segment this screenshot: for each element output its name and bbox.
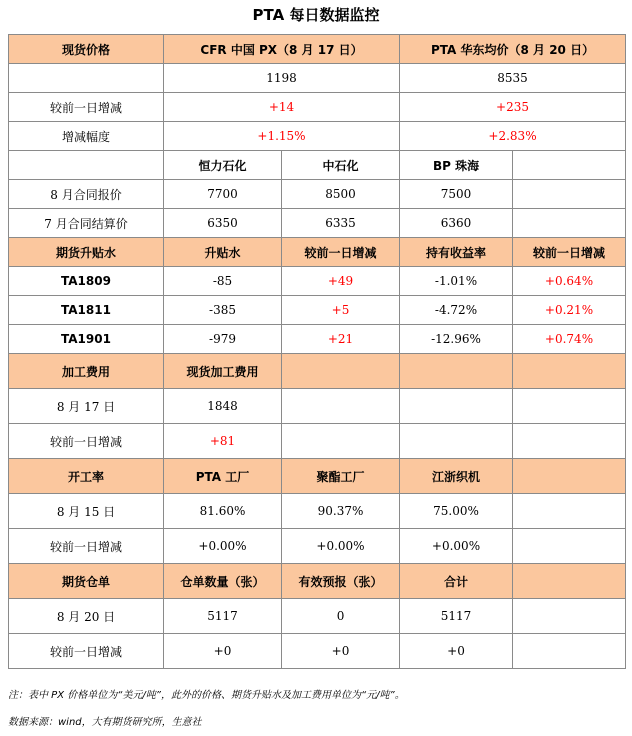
futures-contract: TA1901 [9, 325, 164, 354]
operating-cell: 较前一日增减 [9, 529, 164, 564]
operating-header-row [9, 459, 626, 494]
warehouse-header-cell: 有效预报（张） [282, 564, 400, 599]
futures-contract: TA1811 [9, 296, 164, 325]
futures-header-cell: 期货升贴水 [9, 238, 164, 267]
processing-header-cell: 现货加工费用 [164, 354, 282, 389]
quotes-cell: 8 月合同报价 [9, 180, 164, 209]
processing-row [9, 424, 626, 459]
operating-row [9, 529, 626, 564]
futures-row [9, 296, 626, 325]
operating-cell [513, 529, 626, 564]
warehouse-cell: 8 月 20 日 [9, 599, 164, 634]
spot-price-row [9, 64, 626, 93]
processing-header-row [9, 354, 626, 389]
quotes-cell: 7500 [400, 180, 513, 209]
futures-cell: +49 [282, 267, 400, 296]
processing-cell: 较前一日增减 [9, 424, 164, 459]
processing-cell [282, 389, 400, 424]
operating-cell: 8 月 15 日 [9, 494, 164, 529]
futures-cell: -385 [164, 296, 282, 325]
futures-cell: -85 [164, 267, 282, 296]
spot-change-px: +14 [164, 93, 400, 122]
spot-header-px: CFR 中国 PX（8 月 17 日） [164, 35, 400, 64]
operating-cell: +0.00% [282, 529, 400, 564]
quotes-cell: 7 月合同结算价 [9, 209, 164, 238]
warehouse-cell: +0 [400, 634, 513, 669]
processing-header-cell [282, 354, 400, 389]
quotes-header-cell [513, 151, 626, 180]
futures-cell: +0.21% [513, 296, 626, 325]
processing-cell [400, 389, 513, 424]
futures-cell: +0.64% [513, 267, 626, 296]
quotes-row [9, 209, 626, 238]
spot-price-label [9, 64, 164, 93]
processing-cell [400, 424, 513, 459]
operating-row [9, 494, 626, 529]
operating-cell: 90.37% [282, 494, 400, 529]
operating-header-cell: 聚酯工厂 [282, 459, 400, 494]
warehouse-header-cell: 仓单数量（张） [164, 564, 282, 599]
futures-header-cell: 较前一日增减 [513, 238, 626, 267]
warehouse-cell: +0 [164, 634, 282, 669]
processing-header-cell [513, 354, 626, 389]
quotes-cell: 6350 [164, 209, 282, 238]
quotes-header-row [9, 151, 626, 180]
futures-header-cell: 较前一日增减 [282, 238, 400, 267]
futures-header-cell: 升贴水 [164, 238, 282, 267]
quotes-cell: 7700 [164, 180, 282, 209]
processing-header-cell [400, 354, 513, 389]
futures-header-row [9, 238, 626, 267]
futures-cell: -1.01% [400, 267, 513, 296]
warehouse-header-cell: 合计 [400, 564, 513, 599]
spot-header-label: 现货价格 [9, 35, 164, 64]
operating-cell: 81.60% [164, 494, 282, 529]
processing-cell: +81 [164, 424, 282, 459]
processing-cell: 1848 [164, 389, 282, 424]
operating-cell [513, 494, 626, 529]
operating-header-cell: 开工率 [9, 459, 164, 494]
quotes-header-cell: 中石化 [282, 151, 400, 180]
spot-change-pta: +235 [400, 93, 626, 122]
futures-row [9, 267, 626, 296]
quotes-cell: 8500 [282, 180, 400, 209]
quotes-header-cell [9, 151, 164, 180]
futures-cell: -12.96% [400, 325, 513, 354]
processing-header-cell: 加工费用 [9, 354, 164, 389]
warehouse-cell [513, 599, 626, 634]
warehouse-cell: +0 [282, 634, 400, 669]
warehouse-cell: 5117 [400, 599, 513, 634]
spot-price-pta: 8535 [400, 64, 626, 93]
futures-row [9, 325, 626, 354]
data-source: 数据来源：wind，大有期货研究所，生意社 [8, 717, 202, 728]
futures-cell: +5 [282, 296, 400, 325]
spot-pct-label: 增减幅度 [9, 122, 164, 151]
pta-data-table [8, 34, 626, 669]
futures-header-cell: 持有收益率 [400, 238, 513, 267]
spot-header-row [9, 35, 626, 64]
warehouse-row [9, 599, 626, 634]
quotes-cell: 6360 [400, 209, 513, 238]
warehouse-cell: 0 [282, 599, 400, 634]
quotes-header-cell: 恒力石化 [164, 151, 282, 180]
operating-header-cell: 江浙织机 [400, 459, 513, 494]
processing-cell [513, 424, 626, 459]
futures-cell: +21 [282, 325, 400, 354]
operating-cell: +0.00% [164, 529, 282, 564]
processing-row [9, 389, 626, 424]
page-title: PTA 每日数据监控 [252, 6, 380, 24]
warehouse-header-cell [513, 564, 626, 599]
spot-change-label: 较前一日增减 [9, 93, 164, 122]
operating-header-cell [513, 459, 626, 494]
processing-cell [282, 424, 400, 459]
spot-change-row [9, 93, 626, 122]
operating-header-cell: PTA 工厂 [164, 459, 282, 494]
quotes-header-cell: BP 珠海 [400, 151, 513, 180]
quotes-cell: 6335 [282, 209, 400, 238]
warehouse-header-row [9, 564, 626, 599]
warehouse-cell: 较前一日增减 [9, 634, 164, 669]
quotes-cell [513, 209, 626, 238]
warehouse-header-cell: 期货仓单 [9, 564, 164, 599]
quotes-row [9, 180, 626, 209]
processing-cell: 8 月 17 日 [9, 389, 164, 424]
futures-cell: +0.74% [513, 325, 626, 354]
spot-pct-row [9, 122, 626, 151]
unit-note: 注：表中 PX 价格单位为“美元/吨”，此外的价格、期货升贴水及加工费用单位为“元/吨”。 [8, 690, 405, 701]
processing-cell [513, 389, 626, 424]
spot-pct-px: +1.15% [164, 122, 400, 151]
spot-pct-pta: +2.83% [400, 122, 626, 151]
spot-price-px: 1198 [164, 64, 400, 93]
quotes-cell [513, 180, 626, 209]
warehouse-cell [513, 634, 626, 669]
operating-cell: +0.00% [400, 529, 513, 564]
spot-header-pta: PTA 华东均价（8 月 20 日） [400, 35, 626, 64]
warehouse-row [9, 634, 626, 669]
warehouse-cell: 5117 [164, 599, 282, 634]
futures-contract: TA1809 [9, 267, 164, 296]
operating-cell: 75.00% [400, 494, 513, 529]
futures-cell: -979 [164, 325, 282, 354]
futures-cell: -4.72% [400, 296, 513, 325]
